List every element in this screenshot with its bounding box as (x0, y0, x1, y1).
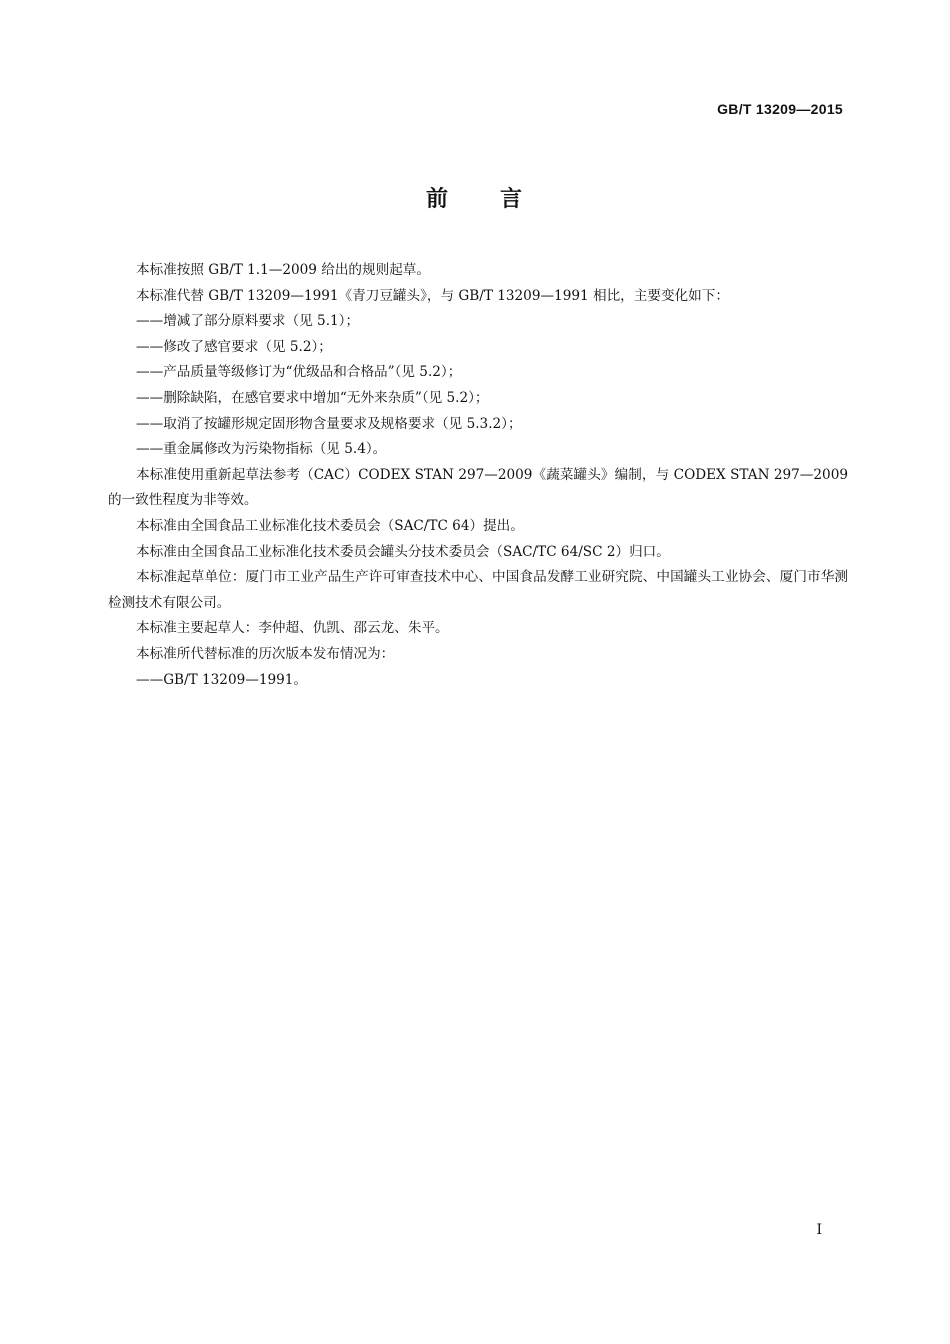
change-item: ——修改了感官要求（见 5.2）； (136, 338, 332, 355)
history-item: ——GB/T 13209—1991。 (136, 671, 308, 688)
paragraph-drafting-rules: 本标准按照 GB/T 1.1—2009 给出的规则起草。 (136, 262, 430, 278)
page-title (0, 182, 950, 213)
paragraph-history-intro: 本标准所代替标准的历次版本发布情况为： (136, 645, 395, 662)
change-item: ——取消了按罐形规定固形物含量要求及规格要求（见 5.3.2）； (136, 415, 522, 432)
change-item: ——产品质量等级修订为“优级品和合格品”（见 5.2）； (136, 364, 462, 381)
page-number: I (816, 1222, 822, 1238)
document-body (108, 258, 848, 693)
paragraph-replacement: 本标准代替 GB/T 13209—1991《青刀豆罐头》，与 GB/T 13209—1991 相比，主要变化如下： (136, 287, 729, 304)
change-item: ——重金属修改为污染物指标（见 5.4）。 (136, 441, 387, 458)
standard-code: GB/T 13209—2015 (717, 101, 843, 117)
title-char-1: 前 (425, 187, 450, 212)
title-char-2: 言 (500, 187, 525, 212)
paragraph-proposed-by: 本标准由全国食品工业标准化技术委员会（SAC/TC 64）提出。 (136, 517, 524, 534)
paragraph-reference: 本标准使用重新起草法参考（CAC）CODEX STAN 297—2009《蔬菜罐头》编制，与 CODEX STAN 297—2009 的一致性程度为非等效。 (108, 466, 848, 509)
change-item: ——删除缺陷，在感官要求中增加“无外来杂质”（见 5.2）； (136, 389, 489, 406)
paragraph-drafters: 本标准主要起草人：李仲超、仇凯、邵云龙、朱平。 (136, 620, 449, 637)
paragraph-drafting-units: 本标准起草单位：厦门市工业产品生产许可审查技术中心、中国食品发酵工业研究院、中国罐头工业协会、厦门市华测检测技术有限公司。 (108, 569, 848, 611)
paragraph-administered-by: 本标准由全国食品工业标准化技术委员会罐头分技术委员会（SAC/TC 64/SC 2）归口。 (136, 543, 670, 560)
change-item: ——增减了部分原料要求（见 5.1）； (136, 313, 360, 330)
